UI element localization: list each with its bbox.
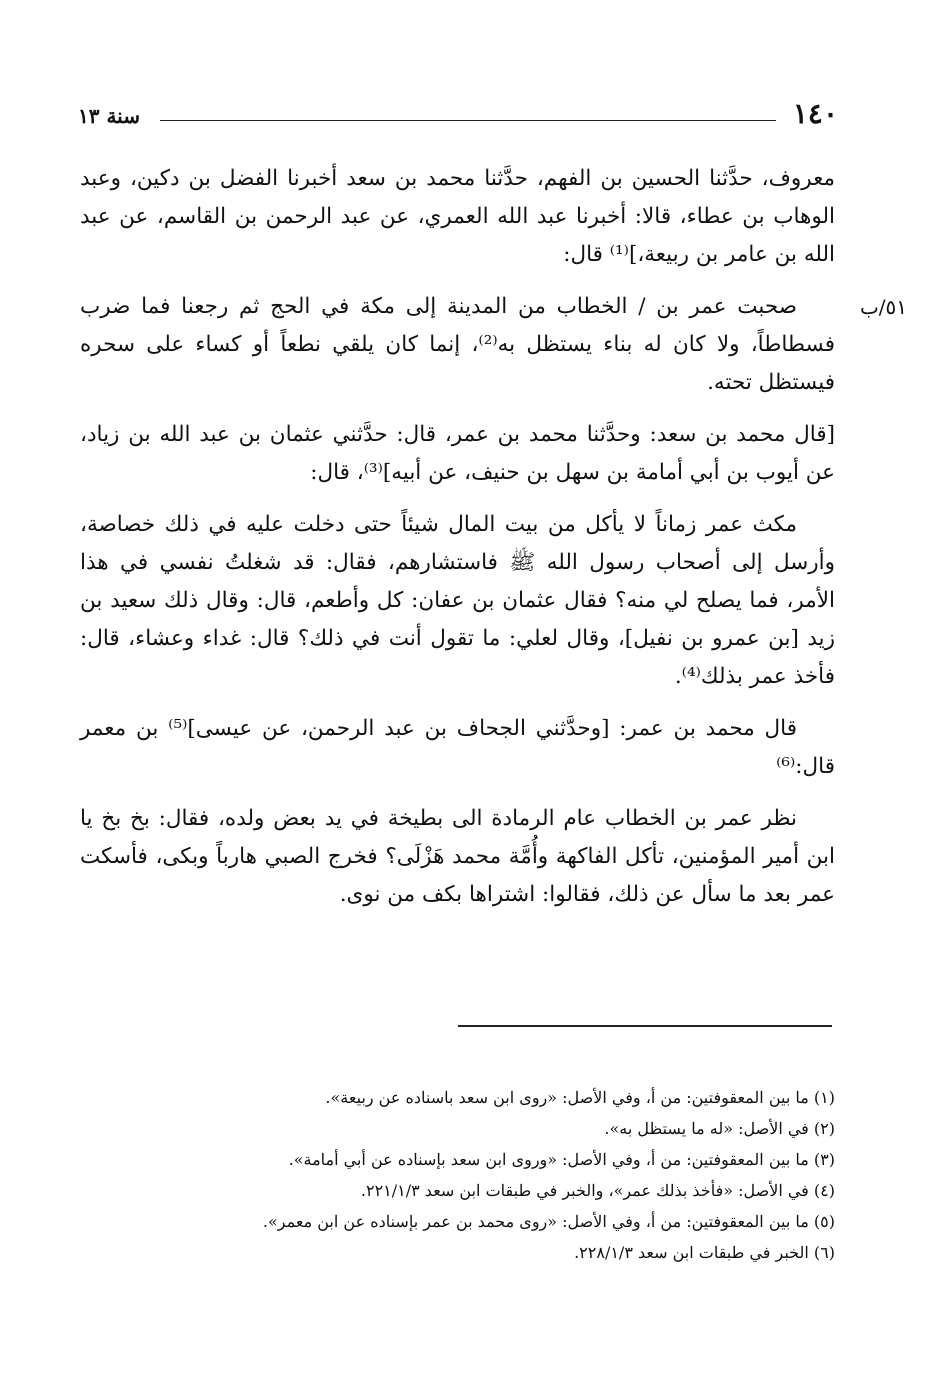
footnote-4: (٤) في الأصل: «فأخذ بذلك عمر»، والخبر في طبقات ابن سعد ٢٢١/١/٣. bbox=[360, 1181, 835, 1200]
paragraph-wrap-2 bbox=[80, 288, 907, 402]
footnote-rule bbox=[458, 1025, 832, 1027]
paragraph-narration-2: مكث عمر زماناً لا يأكل من بيت المال شيئاً حتى دخلت عليه في ذلك خصاصة، وأرسل إلى أصحاب رسول الله ﷺ فاستشارهم، فقال: قد شغلتُ نفسي في هذا الأمر، فما يصلح لي منه؟ فقال عثمان بن عفان: كل وأطعم، قال: وقال ذلك سعيد بن زيد [بن عمرو بن نفيل]، وقال لعلي: ما تقول أنت في ذلك؟ قال: غداء وعشاء، قال: فأخذ عمر بذلك⁽⁴⁾. bbox=[80, 512, 835, 689]
paragraph-isnad-3: قال محمد بن عمر: [وحدَّثني الجحاف بن عبد الرحمن، عن عيسى]⁽⁵⁾ بن معمر قال:⁽⁶⁾ bbox=[80, 716, 835, 779]
running-head bbox=[78, 96, 838, 136]
footnote-5: (٥) ما بين المعقوفتين: من أ، وفي الأصل: «روى محمد بن عمر بإسناده عن ابن معمر». bbox=[262, 1212, 835, 1231]
footnote-6: (٦) الخبر في طبقات ابن سعد ٢٢٨/١/٣. bbox=[574, 1243, 835, 1262]
paragraph-isnad-1: معروف، حدَّثنا الحسين بن الفهم، حدَّثنا محمد بن سعد أخبرنا الفضل بن دكين، وعبد الوهاب بن عطاء، قالا: أخبرنا عبد الله العمري، عن عبد الرحمن بن القاسم، عن عبد الله بن عامر بن ربيعة،]⁽¹⁾ قال: bbox=[80, 166, 835, 267]
paragraph-isnad-2: [قال محمد بن سعد: وحدَّثنا محمد بن عمر، قال: حدَّثني عثمان بن عبد الله بن زياد، عن أيوب بن أبي أمامة بن سهل بن حنيف، عن أبيه]⁽³⁾، قال: bbox=[80, 422, 835, 485]
paragraph-narration-3: نظر عمر بن الخطاب عام الرمادة الى بطيخة في يد بعض ولده، فقال: بخ بخ يا ابن أمير المؤمنين، تأكل الفاكهة وأُمَّة محمد هَزْلَى؟ فخرج الصبي هارباً وبكى، فأسكت عمر بعد ما سأل عن ذلك، فقالوا: اشتراها بكف من نوى. bbox=[80, 806, 835, 907]
year-label: سنة ١٣ bbox=[78, 104, 140, 128]
page-number: ١٤٠ bbox=[792, 97, 838, 130]
footnote-1: (١) ما بين المعقوفتين: من أ، وفي الأصل: «روى ابن سعد باسناده عن ربيعة». bbox=[325, 1088, 835, 1107]
footnotes bbox=[260, 1082, 835, 1268]
manuscript-folio-marker: ٥١/ب bbox=[859, 295, 907, 319]
main-text bbox=[80, 160, 907, 928]
footnote-2: (٢) في الأصل: «له ما يستظل به». bbox=[604, 1119, 835, 1138]
footnote-3: (٣) ما بين المعقوفتين: من أ، وفي الأصل: «وروى ابن سعد بإسناده عن أبي أمامة». bbox=[288, 1150, 835, 1169]
header-rule bbox=[160, 120, 776, 121]
paragraph-narration-1: صحبت عمر بن / الخطاب من المدينة إلى مكة في الحج ثم رجعنا فما ضرب فسطاطاً، ولا كان له بناء يستظل به⁽²⁾، إنما كان يلقي نطعاً أو كساء على سحره فيستظل تحته. bbox=[80, 294, 835, 395]
